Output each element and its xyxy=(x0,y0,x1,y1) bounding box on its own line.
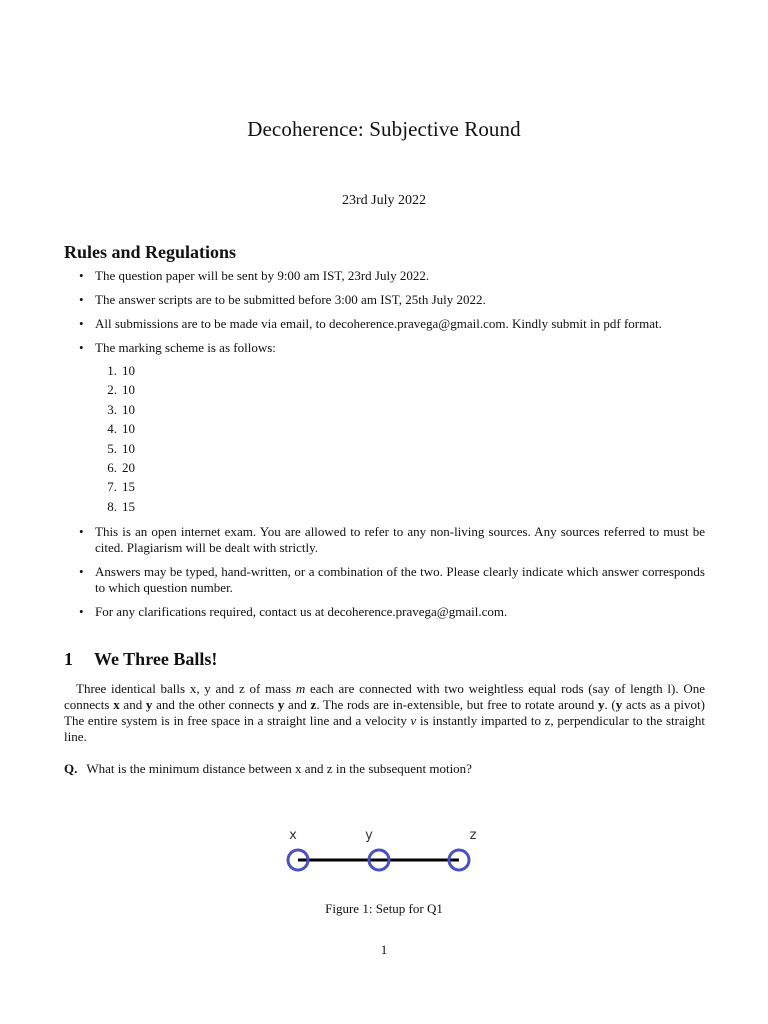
paper-title: Decoherence: Subjective Round xyxy=(247,117,521,141)
section-1-heading xyxy=(64,649,217,670)
paper-date: 23rd July 2022 xyxy=(342,193,426,208)
marking-scheme-item: 4. 10 xyxy=(107,421,135,437)
marking-scheme-list xyxy=(95,361,705,516)
rule-text: The marking scheme is as follows: xyxy=(95,340,276,355)
rules-list xyxy=(64,268,705,628)
rule-item xyxy=(64,524,705,556)
bullet-icon: • xyxy=(79,524,84,540)
marking-scheme-item: 7. 15 xyxy=(107,479,135,495)
question-label: Q. xyxy=(64,761,78,776)
rule-item xyxy=(64,292,705,308)
rule-item xyxy=(64,604,705,620)
bullet-icon: • xyxy=(79,316,84,331)
label-y: y xyxy=(365,828,373,843)
figure-caption: Figure 1: Setup for Q1 xyxy=(325,901,443,916)
bullet-icon: • xyxy=(79,340,84,355)
rule-item xyxy=(64,340,705,516)
section-1-paragraph: Three identical balls x, y and z of mass m each are connected with two weightless equal rods (say of length l). One connects x and y and the other connects y and z. The rods are in-extensible, but free to rotate around y. (y acts as a pivot) The entire system is in free space in a straight line and a velocity v is instantly imparted to z, perpendicular to the straight line. xyxy=(64,681,705,744)
rule-item xyxy=(64,564,705,596)
marking-scheme-item: 5. 10 xyxy=(107,440,135,456)
marking-scheme-item: 2. 10 xyxy=(107,382,135,398)
question-text: What is the minimum distance between x and z in the subsequent motion? xyxy=(86,761,472,776)
rule-text: Answers may be typed, hand-written, or a combination of the two. Please clearly indicate which answer corresponds to which question number. xyxy=(95,564,705,596)
marking-scheme-item: 8. 15 xyxy=(107,498,135,514)
figure-setup-q1 xyxy=(272,815,496,887)
question-q1 xyxy=(64,761,705,777)
bullet-icon: • xyxy=(79,604,84,620)
marking-scheme-item: 3. 10 xyxy=(107,401,135,417)
rule-text: The question paper will be sent by 9:00 am IST, 23rd July 2022. xyxy=(95,268,430,283)
marking-scheme-item: 1. 10 xyxy=(107,363,135,378)
section-number: 1 xyxy=(64,649,73,669)
marking-scheme-item: 6. 20 xyxy=(107,459,135,475)
bullet-icon: • xyxy=(79,564,84,580)
rule-text: For any clarifications required, contact us at decoherence.pravega@gmail.com. xyxy=(95,604,508,620)
rule-text: The answer scripts are to be submitted before 3:00 am IST, 25th July 2022. xyxy=(95,292,486,307)
rule-text: This is an open internet exam. You are allowed to refer to any non-living sources. Any sources referred to must be cited. Plagiarism will be dealt with strictly. xyxy=(95,524,705,556)
bullet-icon: • xyxy=(79,268,84,283)
page-number: 1 xyxy=(380,942,388,957)
rule-item xyxy=(64,316,705,332)
three-balls-diagram xyxy=(272,815,496,887)
rule-item xyxy=(64,268,705,284)
label-z: z xyxy=(469,828,477,843)
label-x: x xyxy=(289,828,297,843)
rules-heading: Rules and Regulations xyxy=(64,242,237,262)
section-title: We Three Balls! xyxy=(94,649,218,669)
rule-text: All submissions are to be made via email, to decoherence.pravega@gmail.com. Kindly submit in pdf format. xyxy=(95,316,662,331)
bullet-icon: • xyxy=(79,292,84,307)
